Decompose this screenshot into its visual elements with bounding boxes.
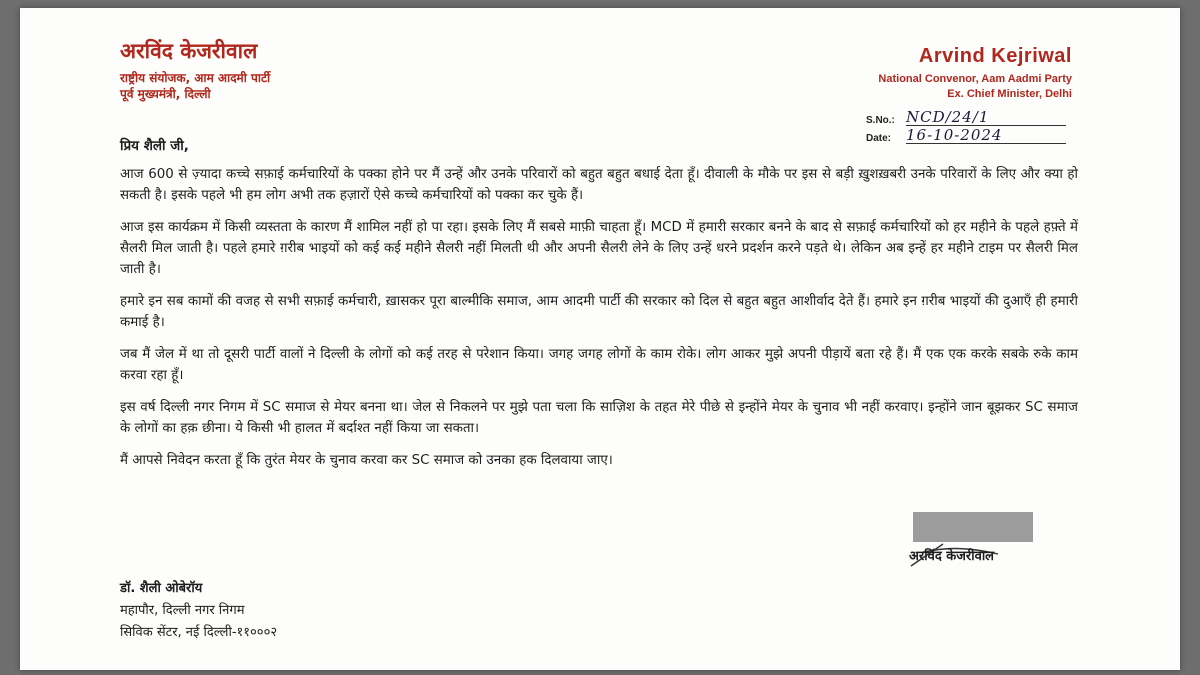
recipient-designation: महापौर, दिल्ली नगर निगम [120,603,245,618]
salutation: प्रिय शैली जी, [120,138,189,154]
date-label: Date: [866,133,892,144]
letterhead-title-english-2: Ex. Chief Minister, Delhi [947,88,1072,100]
paragraph-2: आज इस कार्यक्रम में किसी व्यस्तता के कारण मैं शामिल नहीं हो पा रहा। इसके लिए मैं सबसे माफ़ी चाहता हूँ। MCD में हमारी सरकार बनने के बाद से सफ़ाई कर्मचारियों को हर महीने के पहले हफ़्ते में सैलरी मिल जाती है। पहले हमारे ग़रीब भाइयों को कई कई महीने सैलरी नहीं मिलती थी और अपनी सैलरी लेने के लिए उन्हें धरने प्रदर्शन करने पड़ते थे। लेकिन अब इन्हें हर महीने टाइम पर सैलरी मिल जाती है। [120,220,1078,277]
letterhead-name-english: Arvind Kejriwal [918,45,1072,67]
letterhead-hindi [120,38,270,102]
redacted-signature [913,512,1033,542]
recipient-location: सिविक सेंटर, नई दिल्ली-११०००२ [120,625,278,640]
letterhead-title-english-1: National Convenor, Aam Aadmi Party [878,73,1072,85]
letterhead-title-hindi-2: पूर्व मुख्यमंत्री, दिल्ली [120,87,211,101]
letter-page [20,8,1180,670]
paragraph-1: आज 600 से ज़्यादा कच्चे सफ़ाई कर्मचारियों के पक्का होने पर मैं उन्हें और उनके परिवारों को बहुत बहुत बधाई देता हूँ। दीवाली के मौके पर इस से बड़ी ख़ुशख़बरी उनके परिवारों के लिए और क्या हो सकती है। इसके पहले भी हम लोग अभी तक हज़ारों ऐसे कच्चे कर्मचारियों को पक्का कर चुके हैं। [120,167,1078,203]
paragraph-5: इस वर्ष दिल्ली नगर निगम में SC समाज से मेयर बनना था। जेल से निकलने पर मुझे पता चला कि साज़िश के तहत मेरे पीछे से इन्होंने मेयर के चुनाव भी नहीं करवाए। इन्होंने जान बूझकर SC समाज के लोगों का हक़ छीना। ये किसी भी हालत में बर्दाश्त नहीं किया जा सकता। [120,400,1078,436]
letterhead-title-hindi-1: राष्ट्रीय संयोजक, आम आदमी पार्टी [120,71,271,85]
date-value: 16-10-2024 [906,128,1066,144]
signature-block [903,508,1073,570]
signatory-name: अरविंद केजरीवाल [909,549,994,564]
letterhead-english [878,44,1072,102]
recipient-name: डॉ. शैली ओबेरॉय [120,581,203,596]
recipient-address [120,578,277,644]
sno-label: S.No.: [866,115,895,126]
letter-body [120,136,1078,482]
sno-value: NCD/24/1 [906,110,1066,126]
paragraph-4: जब मैं जेल में था तो दूसरी पार्टी वालों ने दिल्ली के लोगों को कई तरह से परेशान किया। जगह जगह लोगों के काम रोके। लोग आकर मुझे अपनी पीड़ायें बता रहे हैं। मैं एक एक करके सबके रुके काम करवा रहा हूँ। [120,347,1078,383]
paragraph-6: मैं आपसे निवेदन करता हूँ कि तुरंत मेयर के चुनाव करवा कर SC समाज को उनका हक दिलवाया जाए। [120,453,613,468]
paragraph-3: हमारे इन सब कामों की वजह से सभी सफ़ाई कर्मचारी, ख़ासकर पूरा बाल्मीकि समाज, आम आदमी पार्टी की सरकार को दिल से बहुत बहुत आशीर्वाद देते हैं। हमारे इन ग़रीब भाइयों की दुआएँ ही हमारी कमाई है। [120,294,1078,330]
letterhead-name-hindi: अरविंद केजरीवाल [120,39,258,63]
